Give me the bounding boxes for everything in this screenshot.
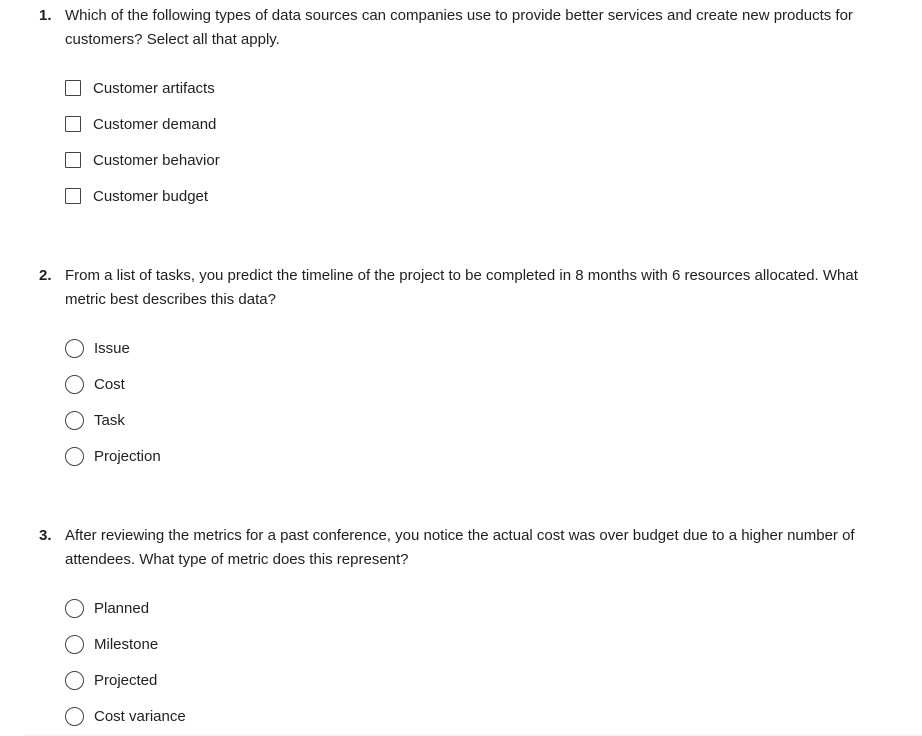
radio-button[interactable] — [65, 707, 84, 726]
radio-group — [39, 330, 879, 474]
option-customer-artifacts[interactable] — [65, 70, 879, 106]
checkbox[interactable] — [65, 152, 81, 168]
option-label: Milestone — [94, 635, 159, 653]
option-label: Cost — [94, 375, 125, 393]
checkbox-group — [39, 70, 879, 214]
question-number: 1. — [39, 7, 52, 24]
question-number: 2. — [39, 267, 52, 284]
checkbox[interactable] — [65, 80, 81, 96]
option-customer-demand[interactable] — [65, 106, 879, 142]
question-prompt — [39, 264, 879, 312]
option-label: Customer budget — [93, 187, 209, 205]
question-1 — [39, 4, 879, 214]
option-label: Issue — [94, 339, 130, 357]
option-customer-behavior[interactable] — [65, 142, 879, 178]
option-label: Customer demand — [93, 115, 217, 133]
question-prompt — [39, 4, 879, 52]
option-label: Task — [94, 411, 125, 429]
radio-button[interactable] — [65, 339, 84, 358]
radio-button[interactable] — [65, 671, 84, 690]
question-text: After reviewing the metrics for a past conference, you notice the actual cost was over budget due to a higher number of attendees. What type of metric does this represent? — [65, 527, 855, 568]
checkbox[interactable] — [65, 116, 81, 132]
checkbox[interactable] — [65, 188, 81, 204]
option-label: Cost variance — [94, 707, 186, 725]
radio-button[interactable] — [65, 599, 84, 618]
option-planned[interactable] — [65, 590, 879, 626]
option-issue[interactable] — [65, 330, 879, 366]
option-cost-variance[interactable] — [65, 698, 879, 734]
option-milestone[interactable] — [65, 626, 879, 662]
option-label: Projected — [94, 671, 158, 689]
radio-button[interactable] — [65, 635, 84, 654]
option-customer-budget[interactable] — [65, 178, 879, 214]
question-text: Which of the following types of data sources can companies use to provide better services and create new products for customers? Select all that apply. — [65, 7, 853, 48]
question-text: From a list of tasks, you predict the timeline of the project to be completed in 8 months with 6 resources allocated. What metric best describes this data? — [65, 267, 858, 308]
radio-button[interactable] — [65, 375, 84, 394]
option-task[interactable] — [65, 402, 879, 438]
option-label: Planned — [94, 599, 150, 617]
question-number: 3. — [39, 527, 52, 544]
option-label: Projection — [94, 447, 161, 465]
option-projection[interactable] — [65, 438, 879, 474]
option-projected[interactable] — [65, 662, 879, 698]
option-label: Customer behavior — [93, 151, 220, 169]
question-prompt — [39, 524, 879, 572]
option-label: Customer artifacts — [93, 79, 215, 97]
radio-group — [39, 590, 879, 734]
radio-button[interactable] — [65, 447, 84, 466]
option-cost[interactable] — [65, 366, 879, 402]
question-3 — [39, 524, 879, 734]
radio-button[interactable] — [65, 411, 84, 430]
question-2 — [39, 264, 879, 474]
